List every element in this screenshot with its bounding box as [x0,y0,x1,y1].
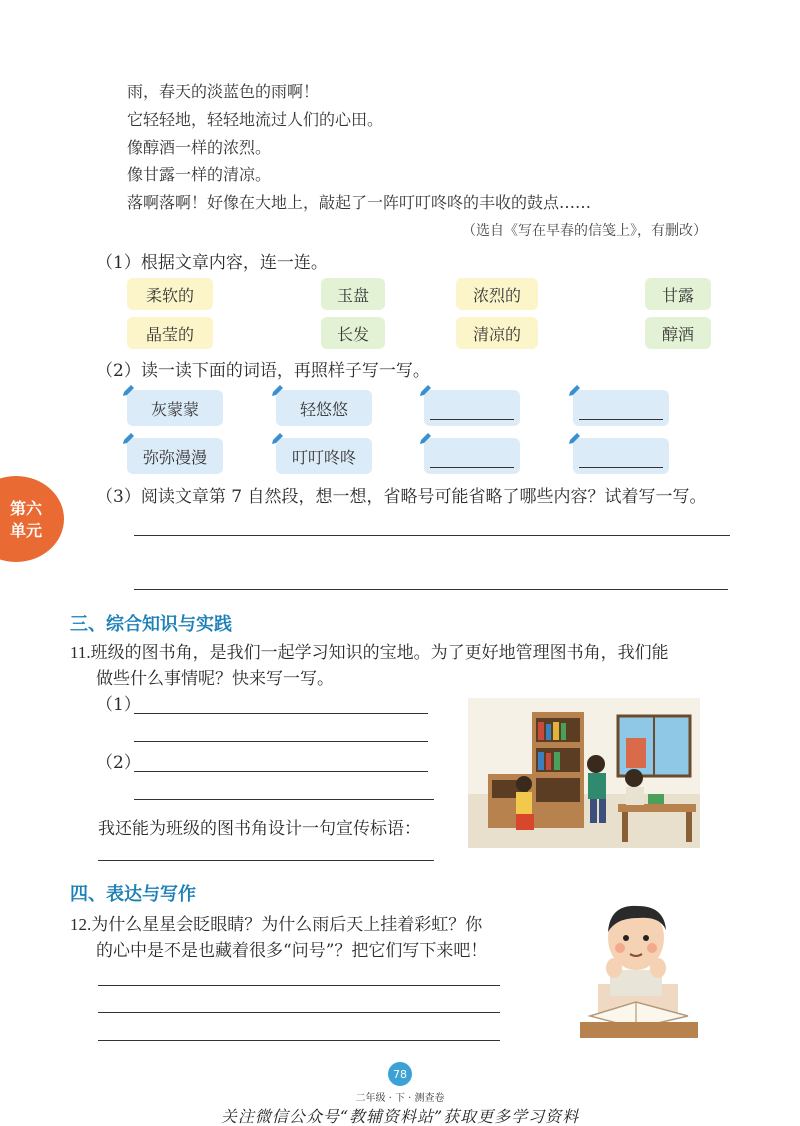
poem-line-3: 像醇酒一样的浓烈。 [127,138,272,157]
q11-item-1: （1） [96,695,141,715]
question-number: 12. [70,915,92,934]
poem-source: （选自《写在早春的信笺上》，有删改） [462,223,707,239]
q11-text: 11.班级的图书角，是我们一起学习知识的宝地。为了更好地管理图书角，我们能 做些什么事情呢？快来写一写。 [70,643,669,689]
page-number: 78 [388,1062,412,1086]
answer-card[interactable] [573,438,669,474]
word-card-text: 灰蒙蒙 [150,399,199,419]
footer-note: 关注微信公众号“教辅资料站”获取更多学习资料 [220,1107,580,1126]
thinking-boy-illustration [580,898,698,1038]
book-title: 二年级 · 下 · 测查卷 [355,1093,445,1104]
answer-blank[interactable] [579,467,663,468]
match-chip[interactable]: 浓烈的 [456,278,538,310]
section-heading: 四、表达与写作 [70,884,196,905]
writing-line[interactable] [134,771,428,772]
library-corner-illustration [468,698,700,848]
poem-line-5: 落啊落啊！好像在大地上，敲起了一阵叮叮咚咚的丰收的鼓点…… [127,193,592,212]
answer-blank[interactable] [430,419,514,420]
word-card [127,390,223,426]
q3-label: （3）阅读文章第 7 自然段，想一想，省略号可能省略了哪些内容？试着写一写。 [96,487,707,507]
word-card [276,390,372,426]
match-chip[interactable]: 晶莹的 [127,317,213,349]
word-card [276,438,372,474]
q2-label: （2）读一读下面的词语，再照样子写一写。 [96,361,430,381]
writing-line[interactable] [98,1012,500,1013]
match-chip[interactable]: 甘露 [645,278,711,310]
pencil-icon [121,384,135,398]
answer-card[interactable] [424,390,520,426]
answer-blank[interactable] [579,419,663,420]
section-heading: 三、综合知识与实践 [70,614,232,635]
answer-blank[interactable] [430,467,514,468]
writing-line[interactable] [98,860,434,861]
writing-line[interactable] [134,799,434,800]
word-card [127,438,223,474]
poem-line-2: 它轻轻地，轻轻地流过人们的心田。 [127,110,384,129]
match-chip[interactable]: 柔软的 [127,278,213,310]
match-chip[interactable]: 玉盘 [321,278,385,310]
writing-line[interactable] [98,1040,500,1041]
poem-line-4: 像甘露一样的清凉。 [127,165,272,184]
writing-line[interactable] [98,985,500,986]
word-card-text: 弥弥漫漫 [142,447,207,467]
pencil-icon [567,432,581,446]
unit-side-tab-text: 第六 单元 [10,499,43,540]
writing-line[interactable] [134,535,730,536]
writing-line[interactable] [134,741,428,742]
answer-card[interactable] [573,390,669,426]
match-chip[interactable]: 清凉的 [456,317,538,349]
pencil-icon [121,432,135,446]
pencil-icon [418,384,432,398]
word-card-text: 轻悠悠 [299,399,348,419]
match-chip[interactable]: 长发 [321,317,385,349]
question-number: 11. [70,643,91,662]
q1-label: （1）根据文章内容，连一连。 [96,253,328,273]
writing-line[interactable] [134,713,428,714]
q12-text: 12.为什么星星会眨眼睛？为什么雨后天上挂着彩虹？你 的心中是不是也藏着很多“问号”？把它们写下来吧！ [70,915,488,961]
writing-line[interactable] [134,589,728,590]
poem-line-1: 雨，春天的淡蓝色的雨啊！ [127,82,320,101]
q11-item-2: （2） [96,753,141,773]
pencil-icon [418,432,432,446]
match-chip[interactable]: 醇酒 [645,317,711,349]
slogan-prompt: 我还能为班级的图书角设计一句宣传标语： [98,819,421,839]
answer-card[interactable] [424,438,520,474]
word-card-text: 叮叮咚咚 [291,447,356,467]
pencil-icon [270,384,284,398]
pencil-icon [567,384,581,398]
pencil-icon [270,432,284,446]
